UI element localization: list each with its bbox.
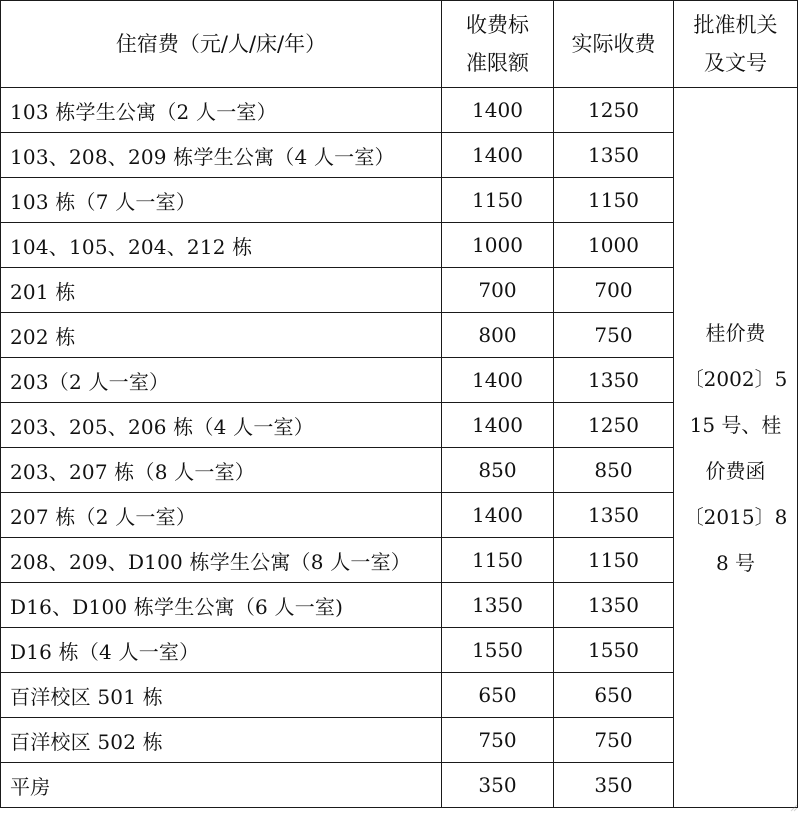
cell-dorm-item: 202 栋 bbox=[1, 313, 442, 358]
cell-dorm-item: 203、207 栋（8 人一室） bbox=[1, 448, 442, 493]
table-row bbox=[1, 88, 798, 133]
cell-standard-limit: 1550 bbox=[442, 628, 554, 673]
cell-actual-fee: 850 bbox=[554, 448, 674, 493]
cell-actual-fee: 1150 bbox=[554, 538, 674, 583]
cell-standard-limit: 1400 bbox=[442, 358, 554, 403]
cell-standard-limit: 1400 bbox=[442, 133, 554, 178]
cell-actual-fee: 1150 bbox=[554, 178, 674, 223]
header-item-label: 住宿费（元/人/床/年） bbox=[115, 32, 327, 56]
table-body bbox=[1, 88, 798, 808]
cell-standard-limit: 1400 bbox=[442, 88, 554, 133]
cell-dorm-item: 平房 bbox=[1, 763, 442, 808]
header-row bbox=[1, 1, 798, 88]
cell-dorm-item: D16 栋（4 人一室） bbox=[1, 628, 442, 673]
approval-reference-line: 价费函 bbox=[705, 458, 766, 483]
cell-approval-reference bbox=[674, 88, 798, 808]
approval-reference-line: 8 号 bbox=[715, 550, 756, 575]
cell-standard-limit: 800 bbox=[442, 313, 554, 358]
cell-actual-fee: 750 bbox=[554, 313, 674, 358]
cell-dorm-item: 203（2 人一室） bbox=[1, 358, 442, 403]
cell-dorm-item: 104、105、204、212 栋 bbox=[1, 223, 442, 268]
approval-reference-line: 桂价费 bbox=[705, 320, 766, 345]
cell-actual-fee: 1350 bbox=[554, 493, 674, 538]
cell-dorm-item: 百洋校区 501 栋 bbox=[1, 673, 442, 718]
header-standard-line2: 准限额 bbox=[466, 51, 529, 75]
cell-dorm-item: 203、205、206 栋（4 人一室） bbox=[1, 403, 442, 448]
header-item bbox=[1, 1, 442, 88]
approval-reference-line: 〔2002〕5 bbox=[683, 366, 788, 391]
cell-actual-fee: 350 bbox=[554, 763, 674, 808]
cell-dorm-item: 207 栋（2 人一室） bbox=[1, 493, 442, 538]
cell-standard-limit: 1150 bbox=[442, 538, 554, 583]
header-approval bbox=[674, 1, 798, 88]
cell-standard-limit: 1150 bbox=[442, 178, 554, 223]
cell-actual-fee: 1350 bbox=[554, 133, 674, 178]
header-actual-label: 实际收费 bbox=[571, 32, 656, 56]
cell-actual-fee: 1000 bbox=[554, 223, 674, 268]
cell-standard-limit: 1400 bbox=[442, 493, 554, 538]
cell-standard-limit: 1400 bbox=[442, 403, 554, 448]
cell-actual-fee: 1250 bbox=[554, 88, 674, 133]
cell-standard-limit: 1000 bbox=[442, 223, 554, 268]
cell-actual-fee: 1250 bbox=[554, 403, 674, 448]
header-standard-line1: 收费标 bbox=[466, 13, 529, 37]
cell-standard-limit: 1350 bbox=[442, 583, 554, 628]
cell-actual-fee: 700 bbox=[554, 268, 674, 313]
header-standard-limit bbox=[442, 1, 554, 88]
cell-dorm-item: 103 栋学生公寓（2 人一室） bbox=[1, 88, 442, 133]
cell-dorm-item: 201 栋 bbox=[1, 268, 442, 313]
header-actual-fee bbox=[554, 1, 674, 88]
cell-standard-limit: 850 bbox=[442, 448, 554, 493]
cell-actual-fee: 1350 bbox=[554, 358, 674, 403]
cell-dorm-item: D16、D100 栋学生公寓（6 人一室) bbox=[1, 583, 442, 628]
cell-standard-limit: 350 bbox=[442, 763, 554, 808]
header-approval-line2: 及文号 bbox=[704, 51, 767, 75]
cell-actual-fee: 650 bbox=[554, 673, 674, 718]
cell-dorm-item: 百洋校区 502 栋 bbox=[1, 718, 442, 763]
cell-dorm-item: 103 栋（7 人一室） bbox=[1, 178, 442, 223]
cell-standard-limit: 700 bbox=[442, 268, 554, 313]
cell-actual-fee: 750 bbox=[554, 718, 674, 763]
approval-reference-line: 〔2015〕8 bbox=[683, 504, 788, 529]
cell-actual-fee: 1350 bbox=[554, 583, 674, 628]
cell-actual-fee: 1550 bbox=[554, 628, 674, 673]
header-approval-line1: 批准机关 bbox=[693, 13, 778, 37]
resize-grip-icon bbox=[790, 804, 798, 812]
cell-standard-limit: 750 bbox=[442, 718, 554, 763]
cell-dorm-item: 208、209、D100 栋学生公寓（8 人一室） bbox=[1, 538, 442, 583]
approval-reference-line: 15 号、桂 bbox=[689, 412, 782, 437]
cell-standard-limit: 650 bbox=[442, 673, 554, 718]
cell-dorm-item: 103、208、209 栋学生公寓（4 人一室） bbox=[1, 133, 442, 178]
